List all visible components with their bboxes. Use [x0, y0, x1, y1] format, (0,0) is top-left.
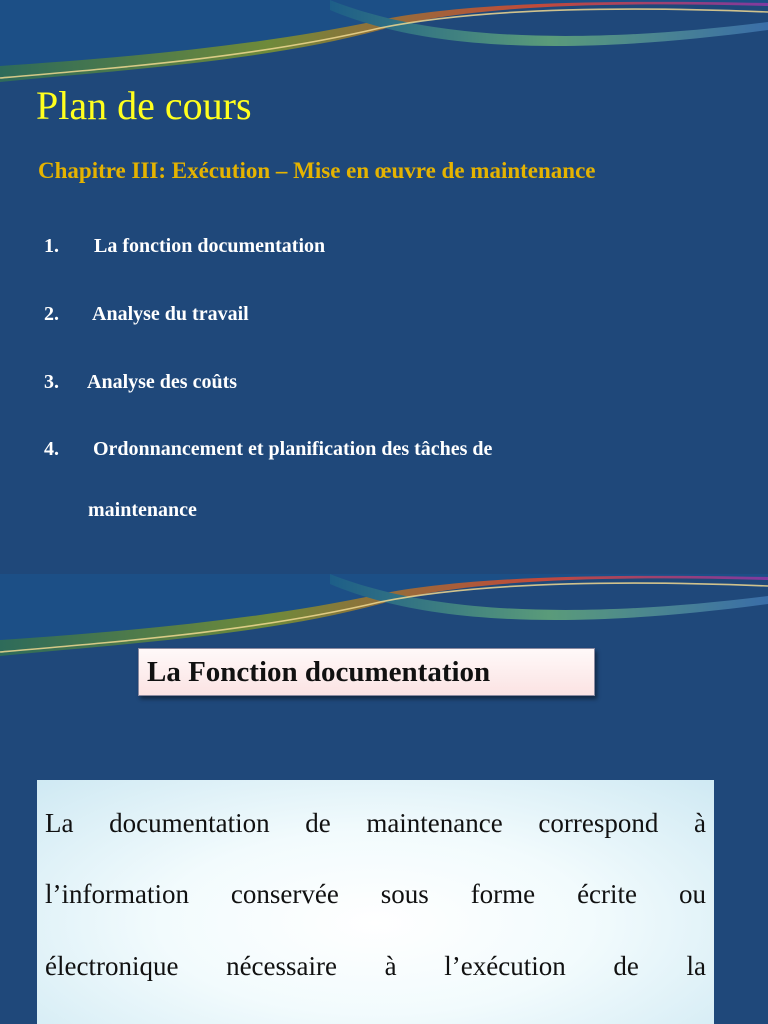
paragraph-word: correspond [538, 808, 659, 838]
paragraph-word: forme [470, 879, 536, 909]
paragraph-word: de [613, 951, 639, 981]
outline-item-number: 1. [44, 235, 59, 257]
outline-item-continuation: maintenance [88, 499, 197, 521]
paragraph-word: écrite [577, 879, 638, 909]
section-heading: La Fonction documentation [147, 656, 491, 688]
slide-fonction-documentation [0, 574, 768, 1024]
paragraph-word: la [686, 951, 706, 981]
paragraph-word: ou [678, 879, 706, 909]
paragraph-word: La [45, 808, 74, 838]
section-heading-box [138, 648, 595, 696]
outline-item-number: 4. [44, 438, 59, 460]
page-title: Plan de cours [36, 83, 252, 128]
outline-item-text: La fonction documentation [94, 235, 326, 257]
paragraph-word: conservée [230, 879, 339, 909]
outline-item-text: Analyse des coûts [87, 371, 238, 393]
paragraph-word: l’information [45, 879, 189, 909]
definition-text-box [37, 780, 714, 1024]
paragraph-word: électronique [45, 951, 179, 981]
paragraph-line [45, 950, 706, 982]
paragraph-word: l’exécution [444, 951, 566, 981]
outline-item-text: Analyse du travail [92, 303, 249, 325]
paragraph-word: sous [380, 879, 429, 909]
outline-item-number: 3. [44, 371, 59, 393]
paragraph-line [45, 878, 706, 910]
paragraph-word: de [305, 808, 331, 838]
paragraph-word: à [693, 808, 706, 838]
outline-item-number: 2. [44, 303, 59, 325]
paragraph-line [45, 807, 706, 839]
chapter-subtitle: Chapitre III: Exécution – Mise en œuvre de maintenance [38, 158, 596, 183]
paragraph-word: à [384, 951, 397, 981]
paragraph-word: nécessaire [226, 951, 338, 981]
outline-item-text: Ordonnancement et planification des tâches de [93, 438, 493, 460]
paragraph-word: maintenance [366, 808, 503, 838]
paragraph-word: documentation [109, 808, 270, 838]
